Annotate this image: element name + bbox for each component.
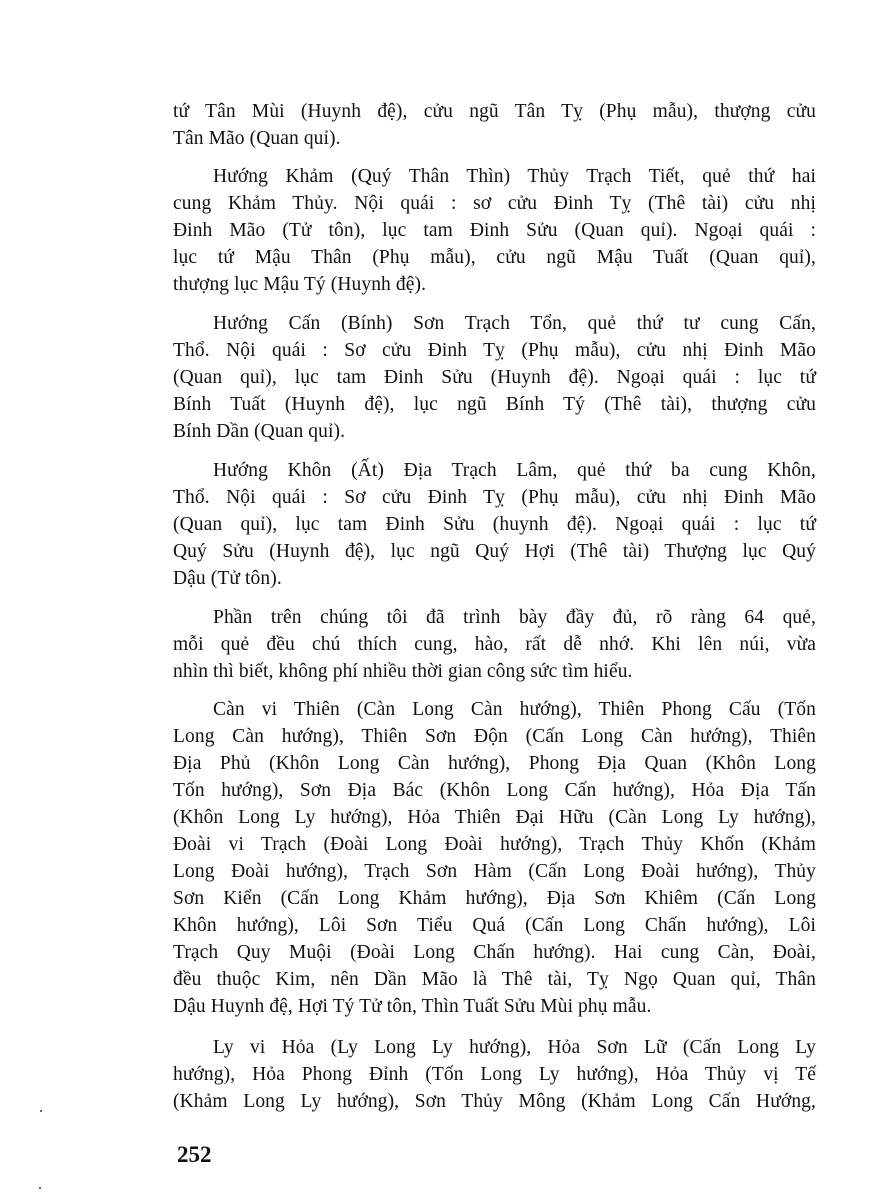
page-number: 252 bbox=[177, 1142, 212, 1167]
text-line: Bính Tuất (Huynh đệ), lục ngũ Bính Tý (Thê tài), thượng cửu bbox=[173, 394, 816, 415]
text-line: Quý Sửu (Huynh đệ), lục ngũ Quý Hợi (Thê tài) Thượng lục Quý bbox=[173, 541, 816, 562]
text-line: Thổ. Nội quái : Sơ cửu Đinh Tỵ (Phụ mẫu), cửu nhị Đinh Mão bbox=[173, 487, 816, 508]
text-line: Hướng Cấn (Bính) Sơn Trạch Tổn, quẻ thứ tư cung Cấn, bbox=[213, 313, 816, 334]
scan-speck bbox=[39, 1187, 41, 1189]
text-line: Long Càn hướng), Thiên Sơn Độn (Cấn Long Càn hướng), Thiên bbox=[173, 726, 816, 747]
text-line: mỗi quẻ đều chú thích cung, hào, rất dễ nhớ. Khi lên núi, vừa bbox=[173, 634, 816, 655]
text-line: đều thuộc Kim, nên Dần Mão là Thê tài, Tỵ Ngọ Quan quỉ, Thân bbox=[173, 969, 816, 990]
text-line: Càn vi Thiên (Càn Long Càn hướng), Thiên Phong Cấu (Tốn bbox=[213, 699, 816, 720]
text-line: (Khảm Long Ly hướng), Sơn Thủy Mông (Khảm Long Cấn Hướng, bbox=[173, 1091, 816, 1112]
text-line: Khôn hướng), Lôi Sơn Tiểu Quá (Cấn Long Chấn hướng), Lôi bbox=[173, 915, 816, 936]
text-line: cung Khảm Thủy. Nội quái : sơ cửu Đinh Tỵ (Thê tài) cửu nhị bbox=[173, 193, 816, 214]
text-line: Long Đoài hướng), Trạch Sơn Hàm (Cấn Long Đoài hướng), Thủy bbox=[173, 861, 816, 882]
text-line: Đoài vi Trạch (Đoài Long Đoài hướng), Trạch Thủy Khốn (Khảm bbox=[173, 834, 816, 855]
scan-speck bbox=[40, 1110, 42, 1112]
text-line: lục tứ Mậu Thân (Phụ mẫu), cửu ngũ Mậu Tuất (Quan quỉ), bbox=[173, 247, 816, 268]
text-line: Trạch Quy Muội (Đoài Long Chấn hướng). Hai cung Càn, Đoài, bbox=[173, 942, 816, 963]
text-line: Sơn Kiển (Cấn Long Khảm hướng), Địa Sơn Khiêm (Cấn Long bbox=[173, 888, 816, 909]
text-line: Ly vi Hỏa (Ly Long Ly hướng), Hỏa Sơn Lữ (Cấn Long Ly bbox=[213, 1037, 816, 1058]
text-line: (Khôn Long Ly hướng), Hỏa Thiên Đại Hữu (Càn Long Ly hướng), bbox=[173, 807, 816, 828]
text-line: thượng lục Mậu Tý (Huynh đệ). bbox=[173, 274, 427, 295]
text-line: Bính Dần (Quan quỉ). bbox=[173, 421, 346, 442]
text-line: tứ Tân Mùi (Huynh đệ), cửu ngũ Tân Tỵ (Phụ mẫu), thượng cửu bbox=[173, 101, 816, 122]
text-line: hướng), Hỏa Phong Đỉnh (Tốn Long Ly hướng), Hỏa Thủy vị Tế bbox=[173, 1064, 816, 1085]
text-line: Hướng Khôn (Ất) Địa Trạch Lâm, quẻ thứ ba cung Khôn, bbox=[213, 460, 816, 481]
text-line: Hướng Khảm (Quý Thân Thìn) Thủy Trạch Tiết, quẻ thứ hai bbox=[213, 166, 816, 187]
text-line: (Quan quỉ), lục tam Đinh Sửu (huynh đệ). Ngoại quái : lục tứ bbox=[173, 514, 816, 535]
text-line: Địa Phủ (Khôn Long Càn hướng), Phong Địa Quan (Khôn Long bbox=[173, 753, 816, 774]
text-line: nhìn thì biết, không phí nhiều thời gian công sức tìm hiểu. bbox=[173, 661, 633, 682]
text-line: Tốn hướng), Sơn Địa Bác (Khôn Long Cấn hướng), Hỏa Địa Tấn bbox=[173, 780, 816, 801]
text-line: Dậu (Tử tôn). bbox=[173, 568, 282, 589]
text-line: Đinh Mão (Tử tôn), lục tam Đinh Sửu (Quan quỉ). Ngoại quái : bbox=[173, 220, 816, 241]
text-line: Phần trên chúng tôi đã trình bày đầy đủ, rõ ràng 64 quẻ, bbox=[213, 607, 816, 628]
text-line: Thổ. Nội quái : Sơ cửu Đinh Tỵ (Phụ mẫu), cửu nhị Đinh Mão bbox=[173, 340, 816, 361]
text-line: Dậu Huynh đệ, Hợi Tý Tử tôn, Thìn Tuất Sửu Mùi phụ mẫu. bbox=[173, 996, 652, 1017]
text-line: Tân Mão (Quan quỉ). bbox=[173, 128, 341, 149]
text-line: (Quan quỉ), lục tam Đinh Sửu (Huynh đệ). Ngoại quái : lục tứ bbox=[173, 367, 816, 388]
